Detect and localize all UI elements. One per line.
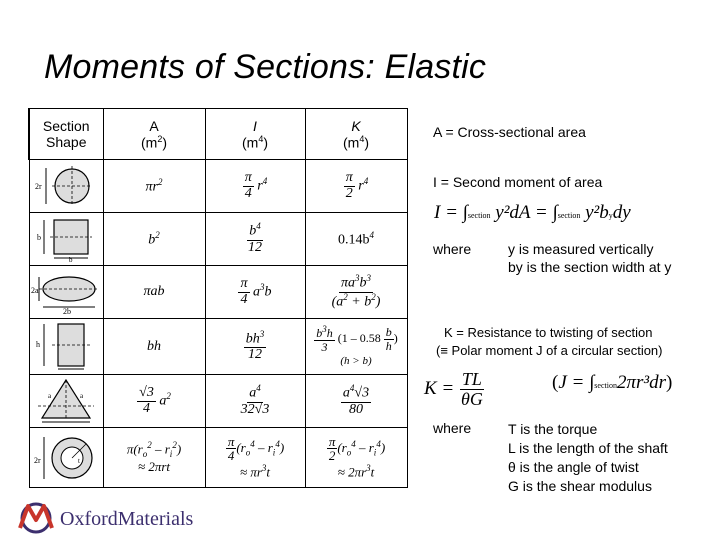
where-torque: T is the torque: [508, 421, 598, 437]
shape-rectangle: [29, 319, 103, 375]
where-shear: G is the shear modulus: [508, 478, 652, 494]
label-2b: 2b: [63, 307, 71, 315]
i-triangle: $\frac{a^4}{32√3}$: [205, 375, 305, 428]
k-ellipse: $\frac{\pi a^3b^3}{(a^2 + b^2)}$: [305, 266, 407, 319]
header-section-shape: Section Shape: [29, 109, 103, 160]
k-definition: K = Resistance to twisting of section: [444, 325, 653, 340]
area-circle: $\pi r^2$: [103, 160, 205, 213]
area-ellipse: πab: [103, 266, 205, 319]
i-tube: $\frac{\pi}{4}$ $(r_o^4 - r_i^4)$ ≈ $\pi r^3t$: [205, 428, 305, 488]
where-symbol-list: [508, 420, 668, 496]
page-title: Moments of Sections: Elastic: [44, 48, 487, 86]
k-triangle: $\frac{a^4√3}{80}$: [305, 375, 407, 428]
i-square: $\frac{b^4}{12}$: [205, 213, 305, 266]
k-condition: (h > b): [340, 355, 372, 368]
k-formula: K = $\frac{TL}{\theta G}$: [424, 369, 483, 409]
shape-triangle: [29, 375, 103, 428]
where-length: L is the length of the shaft: [508, 440, 668, 456]
shape-circle: [29, 160, 103, 213]
i-integral-formula: I = ∫section y²dA = ∫section y²bydy: [434, 202, 631, 223]
label-t: t: [78, 456, 80, 465]
where-y-description: y is measured vertically: [508, 241, 654, 257]
k-definition-note: (≡ Polar moment J of a circular section): [436, 343, 663, 358]
where-angle: θ is the angle of twist: [508, 459, 639, 475]
label-h: h: [36, 339, 40, 349]
logo-text: OxfordMaterials: [60, 508, 194, 530]
label-a-right: a: [80, 392, 84, 400]
i-circle: $\frac{\pi}{4}$ $r^4$: [205, 160, 305, 213]
area-tube: $\pi(r_o^2 - r_i^2)$ ≈ 2πrt: [103, 428, 205, 488]
i-ellipse: $\frac{\pi}{4}$ $a^3b$: [205, 266, 305, 319]
area-rectangle: bh: [103, 319, 205, 375]
i-rectangle: $\frac{bh^3}{12}$: [205, 319, 305, 375]
where-by-description: by is the section width at y: [508, 259, 672, 275]
oxford-materials-logo-icon: [14, 500, 58, 536]
label-2ri: 2r: [34, 455, 41, 465]
header-k: K $(m^4)$: [305, 109, 407, 160]
area-triangle: $\frac{√3}{4}$ $a^2$: [103, 375, 205, 428]
k-rectangle: $\frac{b^3h}{3}$ (1 – 0.58 $\frac{b}{h}$ ) (h > b): [305, 319, 407, 375]
header-i: I $(m^4)$: [205, 109, 305, 160]
k-square: $0.14b^4$: [305, 213, 407, 266]
i-definition: I = Second moment of area: [433, 174, 603, 190]
table-row-triangle: [29, 375, 407, 428]
table-row-tube: [29, 428, 407, 488]
shape-square: [29, 213, 103, 266]
where-label-2: where: [433, 420, 472, 436]
a-definition: A = Cross-sectional area: [433, 124, 586, 140]
table-row-circle: [29, 160, 407, 213]
label-2r0: 2r: [35, 182, 42, 191]
table-row-square: [29, 213, 407, 266]
table-row-ellipse: [29, 266, 407, 319]
sections-table: [28, 108, 408, 488]
where-label-1: where: [433, 241, 472, 257]
table-row-rectangle: [29, 319, 407, 375]
shape-tube: [29, 428, 103, 488]
label-a: a: [48, 392, 52, 400]
label-2a: 2a: [31, 286, 39, 295]
j-formula: (J = ∫section2πr³dr): [552, 372, 673, 393]
k-circle: $\frac{\pi}{2}$ $r^4$: [305, 160, 407, 213]
k-tube: $\frac{\pi}{2}$ $(r_o^4 - r_i^4)$ ≈ $2\pi r^3t$: [305, 428, 407, 488]
label-b-bottom: b: [69, 256, 73, 262]
shape-ellipse: [29, 266, 103, 319]
header-a: A $(m^2)$: [103, 109, 205, 160]
area-square: $b^2$: [103, 213, 205, 266]
label-b: b: [37, 233, 41, 242]
